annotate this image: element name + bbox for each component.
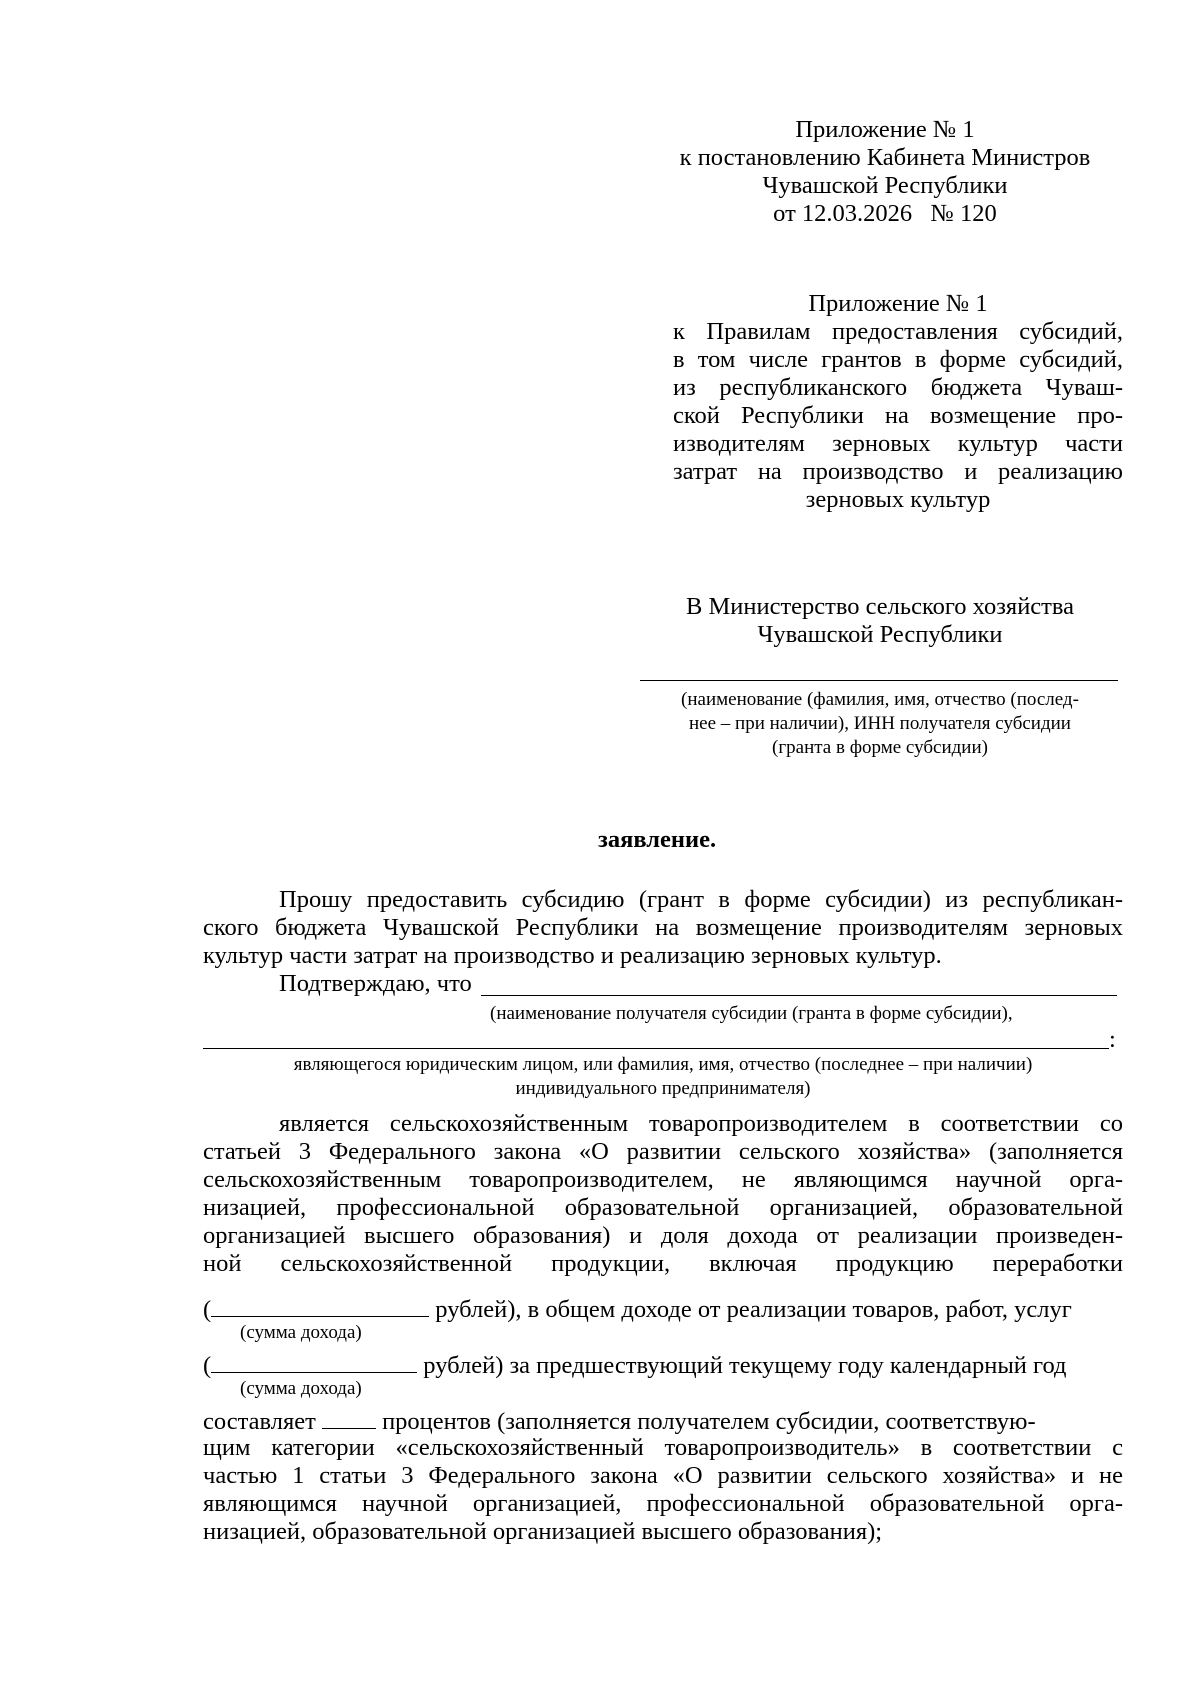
total-income-input[interactable] [211, 1350, 417, 1373]
open-paren: ( [203, 1296, 212, 1323]
body-line: щим категории «сельскохозяйственный товаропроизводитель» в соответствии с [203, 1434, 1123, 1461]
appendix-line: к постановлению Кабинета Министров [679, 144, 1091, 171]
caption-line: индивидуального предпринимателя) [515, 1078, 811, 1099]
body-line: частью 1 статьи 3 Федерального закона «О развитии сельского хозяйства» и не [203, 1462, 1123, 1489]
body-line: сельскохозяйственным товаропроизводителем, не являющимся научной орга- [203, 1166, 1123, 1193]
addressee-line: Чувашской Республики [757, 621, 1003, 648]
percent-lead: составляет [203, 1408, 316, 1435]
tail-paragraph [203, 1434, 1123, 1546]
caption-line: (наименование (фамилия, имя, отчество (послед- [681, 689, 1079, 710]
recipient-colon: : [1109, 1026, 1116, 1053]
request-line: Прошу предоставить субсидию (грант в форме субсидии) из республикан- [279, 886, 1123, 913]
applicant-name-line[interactable] [640, 680, 1118, 681]
rules-appendix-line: затрат на производство и реализацию [673, 458, 1123, 485]
request-paragraph [203, 886, 1123, 970]
appendix-header [660, 116, 1110, 228]
confirm-lead: Подтверждаю, что [279, 970, 472, 997]
rules-appendix-line: изводителям зерновых культур части [673, 430, 1123, 457]
caption-line: являющегося юридическим лицом, или фамилия, имя, отчество (последнее – при наличии) [293, 1054, 1033, 1075]
rules-appendix-line: зерновых культур [805, 486, 991, 513]
income-caption: (сумма дохода) [240, 1378, 362, 1399]
body-line: низацией, образовательной организацией высшего образования); [203, 1518, 883, 1545]
rules-appendix-line: из республиканского бюджета Чуваш- [673, 374, 1123, 401]
income-line-text: рублей) за предшествующий текущему году календарный год [423, 1352, 1067, 1379]
rules-appendix-line: к Правилам предоставления субсидий, [673, 318, 1123, 345]
request-line: ского бюджета Чувашской Республики на возмещение производителям зерновых [203, 914, 1123, 941]
percent-line [203, 1406, 1123, 1436]
body-line: организацией высшего образования) и доля дохода от реализации произведен- [203, 1222, 1123, 1249]
appendix-date: от 12.03.2026 № 120 [773, 200, 997, 227]
income-caption: (сумма дохода) [240, 1322, 362, 1343]
recipient-name-caption: (наименование получателя субсидии (гранта в форме субсидии), [490, 1003, 1013, 1024]
appendix-title: Приложение № 1 [795, 116, 975, 143]
income-line-text: рублей), в общем доходе от реализации товаров, работ, услуг [435, 1296, 1072, 1323]
rules-appendix-line: ской Республики на возмещение про- [673, 402, 1123, 429]
body-line: являющимся научной организацией, профессиональной образовательной орга- [203, 1490, 1123, 1517]
caption-line: нее – при наличии), ИНН получателя субсидии [689, 713, 1071, 734]
caption-line: (гранта в форме субсидии) [772, 737, 988, 758]
rules-appendix-line: в том числе грантов в форме субсидий, [673, 346, 1123, 373]
recipient-legal-line[interactable] [203, 1048, 1109, 1049]
body-line: является сельскохозяйственным товаропроизводителем в соответствии со [279, 1110, 1123, 1137]
appendix-line: Чувашской Республики [762, 172, 1008, 199]
income-line-2 [203, 1350, 1123, 1380]
percent-input[interactable] [322, 1406, 376, 1429]
body-paragraph [203, 1110, 1123, 1278]
addressee-line: В Министерство сельского хозяйства [685, 593, 1075, 620]
document-heading: заявление. [598, 826, 717, 853]
income-amount-input[interactable] [211, 1294, 429, 1317]
rules-appendix [673, 290, 1123, 514]
income-line-1 [203, 1294, 1123, 1324]
addressee [640, 593, 1120, 649]
request-line: культур части затрат на производство и реализацию зерновых культур. [203, 942, 942, 969]
body-line: статьей 3 Федерального закона «О развитии сельского хозяйства» (заполняется [203, 1138, 1123, 1165]
open-paren: ( [203, 1352, 212, 1379]
body-line: низацией, профессиональной образовательной организацией, образовательной [203, 1194, 1123, 1221]
rules-appendix-title: Приложение № 1 [808, 290, 988, 317]
applicant-caption [630, 688, 1130, 760]
percent-text: процентов (заполняется получателем субсидии, соответствую- [382, 1408, 1036, 1435]
body-line: ной сельскохозяйственной продукции, включая продукцию переработки [203, 1250, 1123, 1277]
recipient-name-line[interactable] [481, 995, 1117, 996]
recipient-legal-caption [203, 1053, 1123, 1101]
